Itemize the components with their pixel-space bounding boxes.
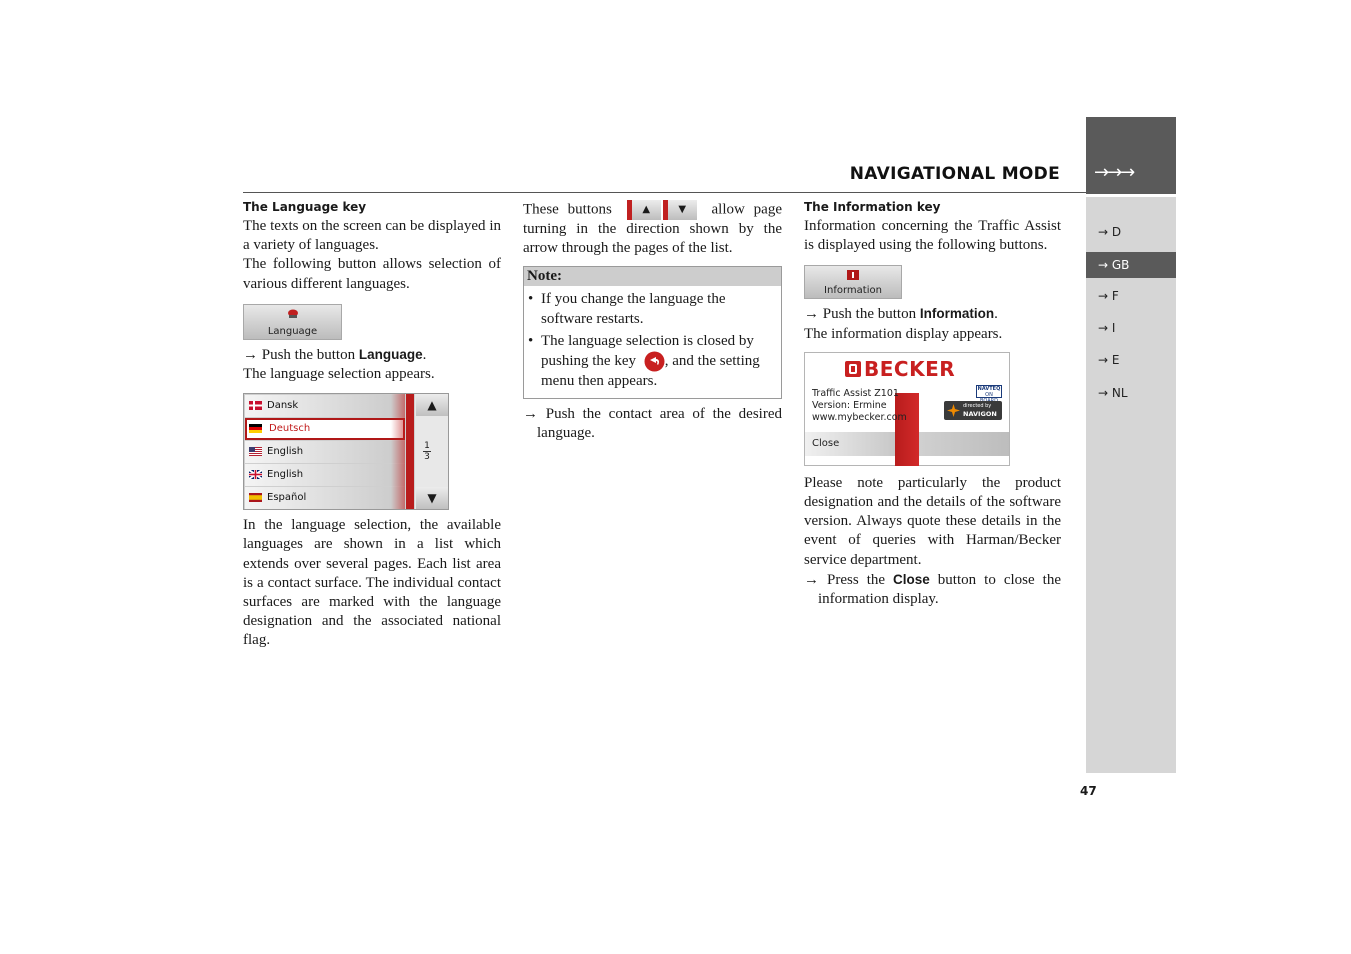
language-list-screen — [243, 393, 449, 510]
step-text: → Press the — [804, 571, 894, 588]
note-item: • If you change the language the software restarts. — [528, 291, 726, 327]
page-number: 47 — [1080, 784, 1097, 798]
button-label: Language — [267, 325, 318, 337]
list-item — [245, 395, 405, 417]
note-item-text: If you change the language the software restarts. — [541, 291, 726, 327]
list-item — [245, 441, 405, 463]
navteq-badge — [976, 385, 1002, 398]
paragraph: In the language selection, the available languages are shown in a list which extends over several pages. Each list area is a contact surface. The individual contact surfaces are marked with the language designation and the associated national flag. — [243, 517, 501, 649]
brand-logo: BECKER — [864, 356, 956, 381]
step-text: → Push the button — [243, 346, 359, 363]
list-item-label: Deutsch — [269, 423, 311, 435]
sidebar-item-e[interactable]: → E — [1098, 353, 1120, 367]
paragraph-text: allow page turning in the direction shown by the arrow through the pages of the list. — [523, 201, 782, 257]
step-button-name: Information — [919, 306, 995, 322]
page-up-button-image: ▲ — [627, 200, 661, 220]
list-item-label: English — [267, 469, 304, 481]
sidebar-item-f[interactable]: → F — [1098, 289, 1119, 303]
version-info — [812, 388, 907, 424]
list-item-label: Español — [267, 492, 307, 504]
note-item: • The language selection is closed by pushing the key , and the setting menu then appears. — [528, 332, 760, 390]
column-information — [804, 200, 1061, 609]
red-shade — [391, 394, 405, 509]
website: www.mybecker.com — [812, 411, 907, 423]
instruction-step — [804, 304, 1061, 324]
paragraph — [523, 200, 782, 258]
paragraph: Information concerning the Traffic Assist is displayed using the following buttons. — [804, 218, 1061, 254]
header-rule — [243, 192, 1086, 193]
list-item — [245, 487, 405, 509]
step-text: . — [994, 306, 998, 323]
language-icon — [286, 308, 300, 320]
product-name: Traffic Assist Z101 — [812, 387, 899, 399]
navigon-badge — [944, 401, 1002, 420]
sidebar-item-i[interactable]: → I — [1098, 321, 1116, 335]
germany-flag-icon — [249, 424, 262, 433]
heading-information-key: The Information key — [804, 200, 941, 214]
sidebar-item-nl[interactable]: → NL — [1098, 386, 1128, 400]
screen-bar — [919, 432, 1009, 456]
language-sidebar — [1086, 197, 1176, 773]
page-down-button-image: ▼ — [663, 200, 697, 220]
instruction-step — [243, 345, 501, 365]
page-indicator — [422, 441, 432, 462]
section-title: NAVIGATIONAL MODE — [849, 164, 1060, 184]
step-text: → Push the button — [804, 306, 920, 323]
button-label: Information — [824, 285, 882, 297]
back-key-icon — [644, 351, 665, 372]
page-total: 3 — [424, 452, 430, 463]
step-button-name: Close — [893, 571, 930, 587]
list-item — [245, 464, 405, 486]
paragraph-text: These buttons — [523, 201, 612, 218]
uk-flag-icon — [249, 470, 262, 479]
result-text: The information display appears. — [804, 325, 1003, 342]
heading-language-key: The Language key — [243, 200, 367, 214]
instruction-step: → Push the contact area of the desired language. — [523, 406, 782, 442]
column-paging — [523, 200, 782, 444]
page-current: 1 — [424, 441, 430, 452]
step-text: . — [422, 346, 427, 363]
becker-logo-icon — [845, 361, 861, 377]
information-screen — [804, 352, 1010, 466]
red-bar — [406, 394, 414, 509]
information-button-image — [804, 265, 902, 299]
navteq-sub: ON — [985, 391, 993, 398]
navteq-label: NAVTEQ — [977, 385, 1001, 392]
list-item-label: English — [267, 446, 304, 458]
sidebar-item-gb[interactable]: → GB — [1086, 252, 1176, 278]
list-item-label: Dansk — [267, 400, 299, 412]
step-button-name: Language — [358, 346, 423, 362]
instruction-step — [804, 570, 1061, 609]
step-text: button to close the information display. — [818, 571, 1061, 608]
navigon-top: directed by — [963, 402, 992, 409]
info-icon — [846, 269, 860, 281]
side-tab-header — [1086, 117, 1176, 194]
paragraph: Please note particularly the product designation and the details of the software version. Always quote these details in the event of queries with Harman/Becker service department. — [804, 474, 1061, 568]
paragraph: The following button allows selection of various different languages. — [243, 256, 501, 292]
result-text: The language selection appears. — [243, 366, 435, 383]
scroll-down-button: ▼ — [416, 487, 448, 509]
page-buttons-image — [627, 200, 697, 220]
note-item-text: , and the setting menu then appears. — [541, 352, 760, 390]
sidebar-item-d[interactable]: → D — [1098, 225, 1122, 239]
paragraph: The texts on the screen can be displayed in a variety of languages. — [243, 218, 501, 254]
navigon-logo-icon — [947, 404, 960, 417]
note-title: Note: — [524, 267, 781, 286]
note-box — [523, 266, 782, 399]
scroll-up-button: ▲ — [416, 394, 448, 416]
close-button-image: Close — [805, 432, 895, 456]
column-language — [243, 200, 501, 651]
spain-flag-icon — [249, 493, 262, 502]
list-item-selected — [245, 418, 405, 440]
navigon-label: NAVIGON — [963, 409, 997, 418]
denmark-flag-icon — [249, 401, 262, 410]
language-button-image — [243, 304, 342, 340]
software-version: Version: Ermine — [812, 399, 887, 411]
note-item-text: The language selection is closed by pushing the key — [541, 332, 754, 369]
usa-flag-icon — [249, 447, 262, 456]
continue-arrows-icon: →→→ — [1094, 162, 1134, 183]
